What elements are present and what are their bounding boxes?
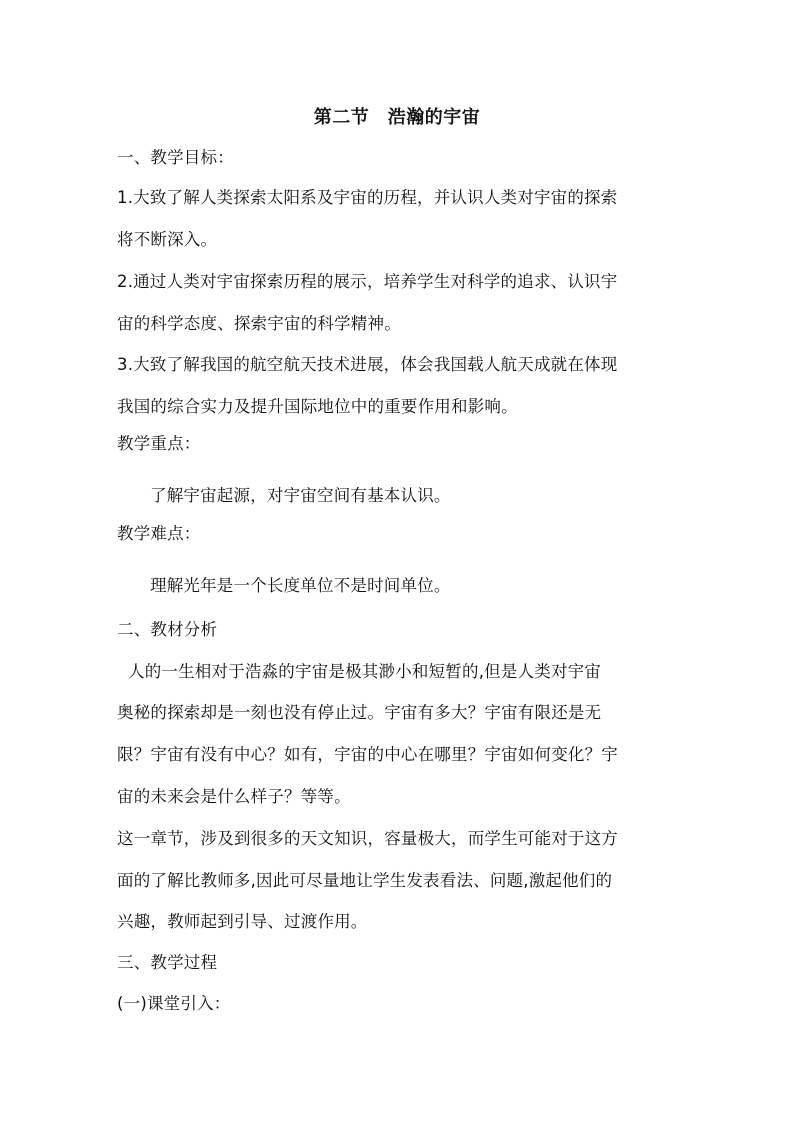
objective-1-line-2: 将不断深入。	[117, 230, 218, 249]
difficulties-text: 理解光年是一个长度单位不是时间单位。	[150, 576, 451, 595]
analysis-paragraph-2-line-1: 这一章节，涉及到很多的天文知识，容量极大，而学生可能对于这方	[117, 829, 618, 848]
section-heading-teaching-process: 三、教学过程	[117, 953, 218, 972]
objective-1-line-1: 1.大致了解人类探索太阳系及宇宙的历程，并认识人类对宇宙的探索	[117, 188, 618, 207]
difficulties-heading: 教学难点：	[117, 524, 201, 543]
objective-3-line-2: 我国的综合实力及提升国际地位中的重要作用和影响。	[117, 397, 518, 416]
key-points-heading: 教学重点：	[117, 434, 201, 453]
analysis-paragraph-1-line-2: 奥秘的探索却是一刻也没有停止过。宇宙有多大？宇宙有限还是无	[117, 703, 602, 722]
analysis-paragraph-2-line-3: 兴趣，教师起到引导、过渡作用。	[117, 912, 368, 931]
section-heading-material-analysis: 二、教材分析	[117, 620, 218, 639]
key-points-text: 了解宇宙起源，对宇宙空间有基本认识。	[150, 486, 451, 505]
objective-3-line-1: 3.大致了解我国的航空航天技术进展，体会我国载人航天成就在体现	[117, 355, 618, 374]
analysis-paragraph-1-line-1: 人的一生相对于浩淼的宇宙是极其渺小和短暂的,但是人类对宇宙	[128, 662, 602, 681]
analysis-paragraph-1-line-3: 限？宇宙有没有中心？如有，宇宙的中心在哪里？宇宙如何变化？宇	[117, 745, 618, 764]
analysis-paragraph-2-line-2: 面的了解比教师多,因此可尽量地让学生发表看法、问题,激起他们的	[117, 871, 613, 890]
objective-2-line-1: 2.通过人类对宇宙探索历程的展示，培养学生对科学的追求、认识宇	[117, 272, 618, 291]
subsection-heading-introduction: (一)课堂引入：	[117, 994, 231, 1013]
document-title: 第二节 浩瀚的宇宙	[313, 107, 481, 128]
objective-2-line-2: 宙的科学态度、探索宇宙的科学精神。	[117, 314, 401, 333]
section-heading-objectives: 一、教学目标：	[117, 148, 234, 167]
analysis-paragraph-1-line-4: 宙的未来会是什么样子？等等。	[117, 787, 351, 806]
